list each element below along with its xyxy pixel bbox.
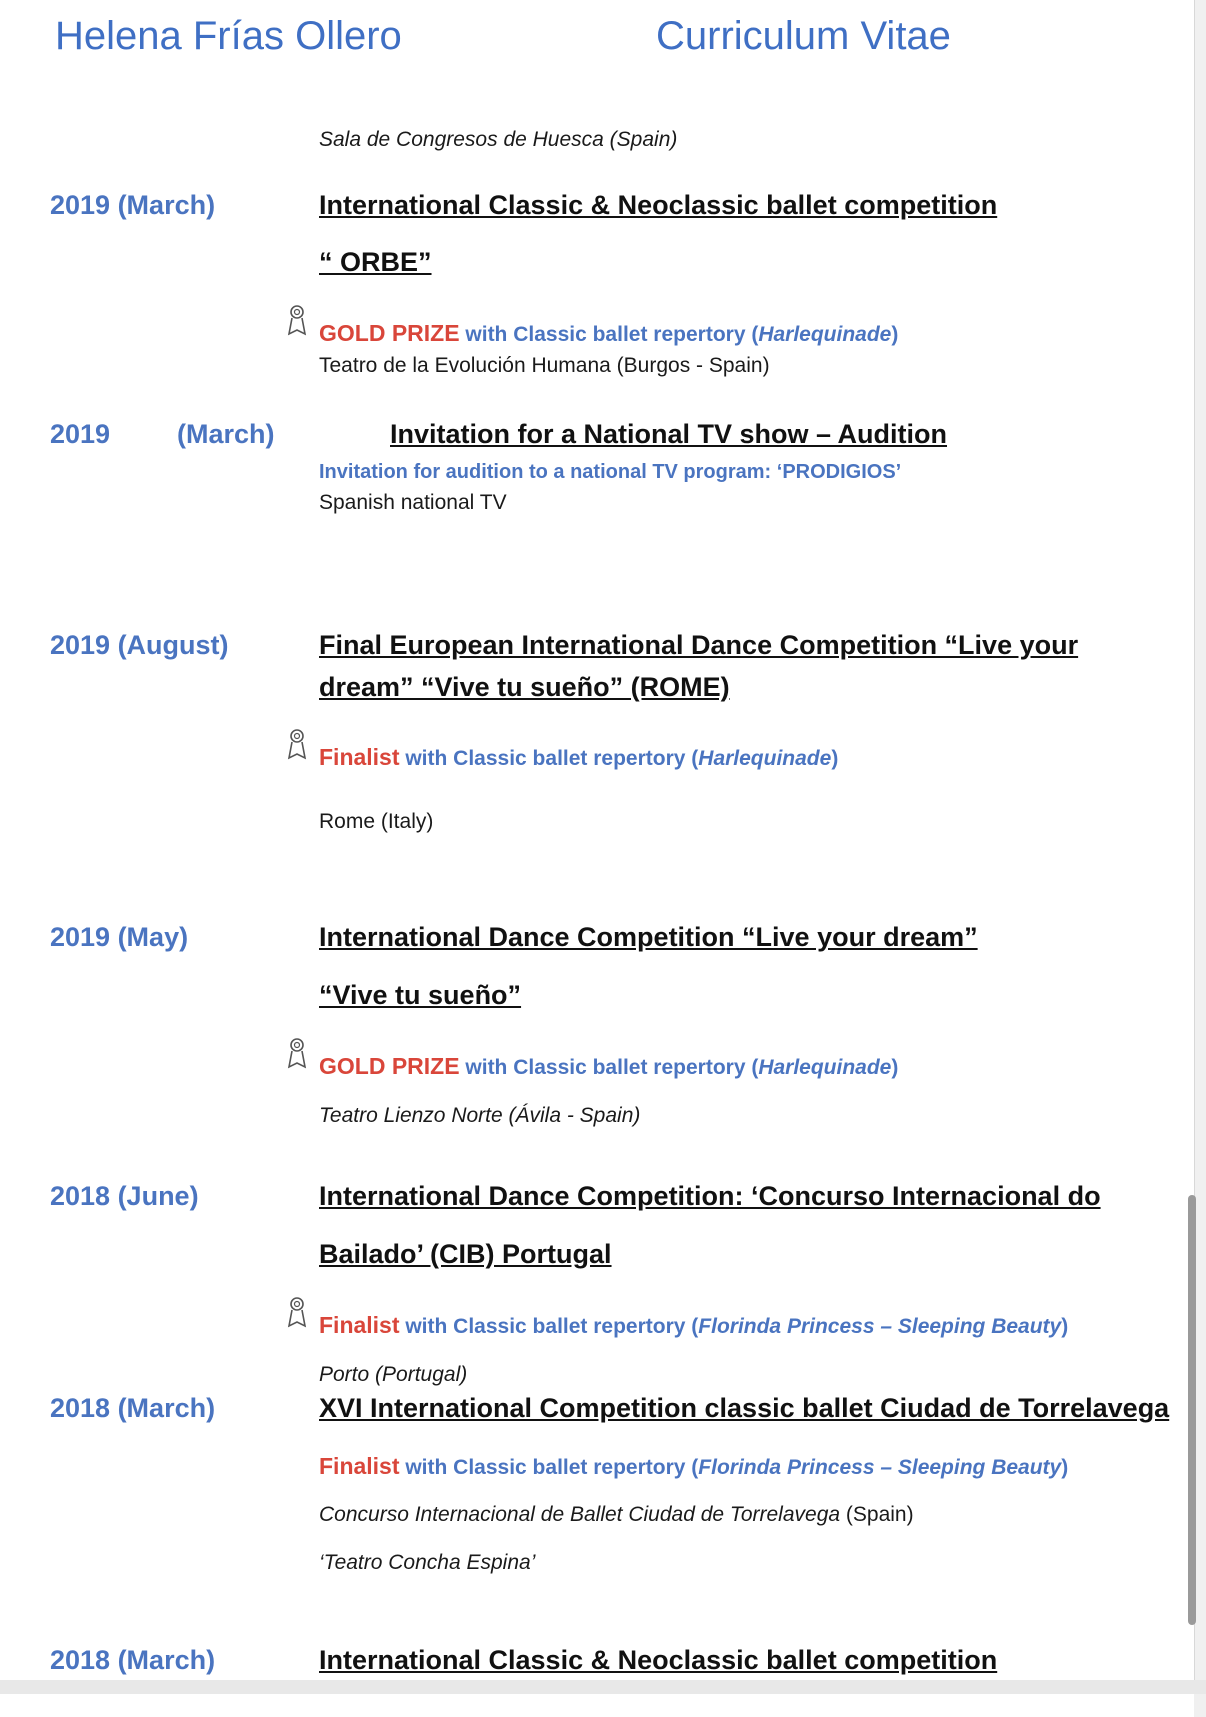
award-text-end: ) (1061, 1456, 1069, 1479)
award-text-end: ) (891, 323, 899, 346)
medal-icon (286, 304, 308, 340)
document-title: Curriculum Vitae (656, 14, 951, 58)
vertical-scrollbar[interactable] (1188, 1195, 1196, 1625)
entry-title: International Classic & Neoclassic ballet competition (319, 190, 998, 220)
entry-date-month: (March) (177, 419, 275, 449)
award-line (319, 1312, 1068, 1339)
prize-label: Finalist (319, 1453, 400, 1479)
entry-date-year: 2019 (50, 419, 111, 449)
award-line (319, 320, 898, 347)
entry-title: International Dance Competition “Live your dream” (319, 922, 978, 952)
medal-icon (286, 728, 308, 764)
entry-title: “ ORBE” (319, 247, 432, 277)
entry-title: Invitation for a National TV show – Audition (390, 419, 948, 449)
entry-location: Rome (Italy) (319, 810, 434, 833)
entry-date: 2019 (May) (50, 922, 189, 952)
prize-label: GOLD PRIZE (319, 320, 460, 346)
next-page-edge (0, 1694, 1194, 1717)
location-plain: (Spain) (840, 1503, 914, 1526)
entry-date: 2018 (June) (50, 1181, 199, 1211)
top-location: Sala de Congresos de Huesca (Spain) (319, 128, 678, 151)
award-text: with Classic ballet repertory ( (399, 1456, 699, 1479)
medal-icon (286, 1037, 308, 1073)
repertory-piece: Harlequinade (758, 323, 892, 346)
entry-title: Bailado’ (CIB) Portugal (319, 1239, 612, 1269)
repertory-piece: Harlequinade (698, 747, 832, 770)
entry-detail: Invitation for audition to a national TV program: ‘PRODIGIOS’ (319, 461, 902, 483)
repertory-piece: Florinda Princess – Sleeping Beauty (698, 1315, 1062, 1338)
repertory-piece: Florinda Princess – Sleeping Beauty (698, 1456, 1062, 1479)
entry-date: 2019 (March) (50, 190, 216, 220)
prize-label: GOLD PRIZE (319, 1053, 460, 1079)
award-line (319, 744, 838, 771)
entry-title: dream” “Vive tu sueño” (ROME) (319, 672, 730, 702)
award-text-end: ) (1061, 1315, 1069, 1338)
entry-title: Final European International Dance Competition “Live your (319, 630, 1079, 660)
award-line (319, 1053, 898, 1080)
prize-label: Finalist (319, 1312, 400, 1338)
entry-title: XVI International Competition classic ballet Ciudad de Torrelavega (319, 1393, 1170, 1423)
author-name: Helena Frías Ollero (55, 14, 402, 58)
entry-location: Teatro de la Evolución Humana (Burgos - Spain) (319, 354, 770, 377)
repertory-piece: Harlequinade (758, 1056, 892, 1079)
entry-date: 2018 (March) (50, 1645, 216, 1675)
entry-location (319, 1503, 914, 1527)
page-separator (0, 1680, 1206, 1694)
award-text: with Classic ballet repertory ( (399, 747, 699, 770)
award-text: with Classic ballet repertory ( (459, 1056, 759, 1079)
entry-title: “Vive tu sueño” (319, 980, 522, 1010)
location-italic: Concurso Internacional de Ballet Ciudad de Torrelavega (319, 1503, 841, 1526)
award-text-end: ) (891, 1056, 899, 1079)
award-text: with Classic ballet repertory ( (459, 323, 759, 346)
award-text-end: ) (831, 747, 839, 770)
medal-icon (286, 1296, 308, 1332)
award-text: with Classic ballet repertory ( (399, 1315, 699, 1338)
prize-label: Finalist (319, 744, 400, 770)
entry-location: Porto (Portugal) (319, 1363, 468, 1386)
entry-location: Spanish national TV (319, 491, 507, 514)
entry-title: International Classic & Neoclassic ballet competition (319, 1645, 998, 1675)
entry-title: International Dance Competition: ‘Concurso Internacional do (319, 1181, 1101, 1211)
entry-date: 2018 (March) (50, 1393, 216, 1423)
entry-date: 2019 (August) (50, 630, 229, 660)
entry-venue: ‘Teatro Concha Espina’ (319, 1551, 536, 1574)
entry-location: Teatro Lienzo Norte (Ávila - Spain) (319, 1104, 641, 1127)
award-line (319, 1453, 1068, 1480)
